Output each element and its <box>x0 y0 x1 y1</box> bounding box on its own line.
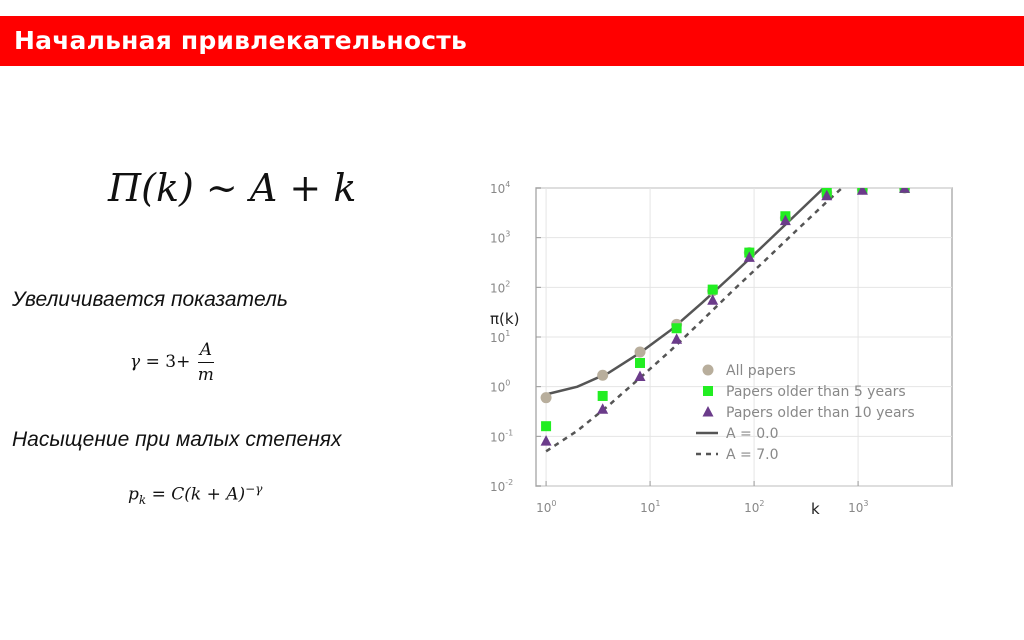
data-point <box>541 421 551 431</box>
legend-label: A = 0.0 <box>726 426 779 442</box>
legend-label: Papers older than 5 years <box>726 384 906 400</box>
pk-p: p <box>128 484 139 505</box>
pk-exp: −γ <box>245 482 263 496</box>
y-tick-label: $10^4$ <box>490 180 511 196</box>
main-formula <box>108 166 356 210</box>
legend-label: All papers <box>726 363 796 379</box>
y-axis-label: π(k) <box>490 310 520 328</box>
title-bar <box>0 16 1024 66</box>
data-point <box>598 391 608 401</box>
x-tick-label: $10^2$ <box>744 499 765 515</box>
y-tick-label: $10^0$ <box>490 378 511 395</box>
legend-marker <box>703 365 714 376</box>
data-point <box>672 323 682 333</box>
section-exponent-heading: Увеличивается показатель <box>12 288 288 311</box>
x-tick-label: $10^1$ <box>640 499 661 515</box>
pk-eq: = <box>151 484 166 505</box>
legend-label: A = 7.0 <box>726 447 779 463</box>
fraction-denominator: m <box>197 365 214 385</box>
data-point <box>597 370 608 381</box>
y-tick-label: $10^{-2}$ <box>490 478 514 494</box>
gamma-fraction <box>198 340 214 385</box>
y-tick-label: $10^3$ <box>490 229 511 246</box>
x-tick-label: $10^0$ <box>536 499 557 515</box>
formula-plus: + <box>289 166 322 210</box>
formula-k: k <box>333 166 357 210</box>
gamma-plus: + <box>176 352 191 372</box>
data-point <box>708 285 718 295</box>
x-axis-label: k <box>811 500 820 518</box>
gamma-three: 3 <box>165 352 177 372</box>
data-point <box>635 358 645 368</box>
formula-a: A <box>249 166 278 210</box>
y-tick-label: $10^2$ <box>490 279 511 296</box>
pk-body: C(k + A) <box>171 484 246 505</box>
data-point <box>635 346 646 357</box>
legend-label: Papers older than 10 years <box>726 405 915 421</box>
gamma-eq: = <box>145 352 160 372</box>
pk-sub: k <box>138 493 147 508</box>
y-tick-label: $10^{-1}$ <box>490 428 514 445</box>
page-title: Начальная привлекательность <box>14 26 467 55</box>
x-tick-label: $10^3$ <box>848 499 869 515</box>
pk-formula <box>128 482 262 507</box>
formula-lhs: Π(k) <box>108 166 194 210</box>
gamma-symbol: γ <box>130 352 141 372</box>
formula-tilde: ∼ <box>205 166 238 210</box>
preferential-attachment-chart <box>478 172 998 552</box>
gamma-formula <box>130 340 214 385</box>
data-point <box>541 392 552 403</box>
section-saturation-heading: Насыщение при малых степенях <box>12 428 342 451</box>
y-tick-label: $10^1$ <box>490 329 511 345</box>
legend-marker <box>703 386 713 396</box>
fraction-numerator: A <box>198 340 214 363</box>
